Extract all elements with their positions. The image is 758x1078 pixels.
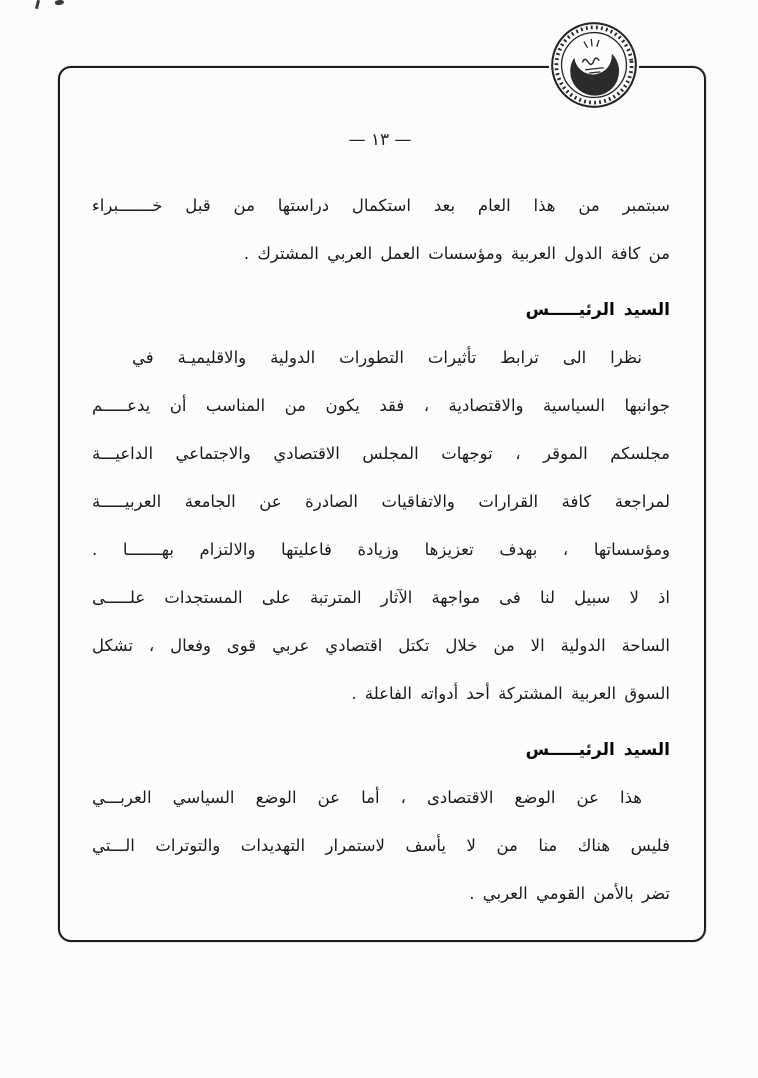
scan-artifact bbox=[35, 0, 40, 9]
text-line: نظرا الى ترابط تأثيرات التطورات الدولية والاقليميـة في bbox=[132, 348, 642, 367]
text-line: الساحة الدولية الا من خلال تكتل اقتصادي عربي قوى وفعال ، تشكل bbox=[92, 636, 670, 655]
text-line: لمراجعة كافة القرارات والاتفاقيات الصادرة عن الجامعة العربيـــــة bbox=[92, 492, 670, 511]
text-line: السوق العربية المشتركة أحد أدواته الفاعلة . bbox=[351, 684, 670, 703]
scan-artifact bbox=[55, 0, 65, 6]
text-line: فليس هناك منا من لا يأسف لاستمرار التهديدات والتوترات الـــتي bbox=[92, 836, 670, 855]
section-heading: السيد الرئيـــــس bbox=[525, 740, 670, 760]
text-line: ومؤسساتها ، بهدف تعزيزها وزيادة فاعليتها والالتزام بهـــــــا . bbox=[92, 540, 670, 559]
arab-league-emblem-icon bbox=[545, 18, 643, 112]
text-line: من كافة الدول العربية ومؤسسات العمل العربي المشترك . bbox=[243, 244, 670, 263]
page-number: — ١٣ — bbox=[348, 130, 412, 150]
text-line: تضر بالأمن القومي العربي . bbox=[469, 884, 670, 903]
text-line: مجلسكم الموقر ، توجهات المجلس الاقتصادي والاجتماعي الداعيـــة bbox=[92, 444, 670, 463]
text-line: جوانبها السياسية والاقتصادية ، فقد يكون من المناسب أن يدعـــــم bbox=[92, 396, 670, 415]
text-line: سبتمبر من هذا العام بعد استكمال دراستها من قبل خـــــــبراء bbox=[92, 196, 670, 215]
document-body bbox=[92, 182, 670, 918]
text-line: هذا عن الوضع الاقتصادى ، أما عن الوضع السياسي العربـــي bbox=[92, 788, 642, 807]
section-heading: السيد الرئيـــــس bbox=[525, 300, 670, 320]
text-line: اذ لا سبيل لنا فى مواجهة الآثار المترتبة على المستجدات علـــــى bbox=[92, 588, 670, 607]
